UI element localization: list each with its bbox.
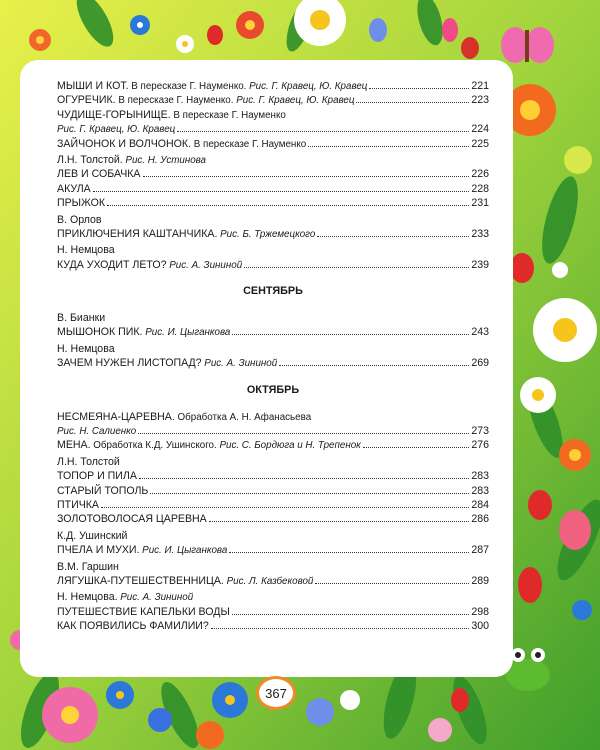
toc-entry [57,122,489,136]
entry-title-line [57,410,489,424]
butterfly-icon [501,27,554,63]
toc-entry [57,619,489,633]
entry-page: 228 [471,182,489,195]
dot-leader [232,614,469,615]
toc-entry [57,356,489,370]
entry-page: 273 [471,425,489,438]
author-illustrator: Рис. А. Зининой [117,592,194,604]
author-name: Л.Н. Толстой [57,455,120,468]
table-of-contents [57,79,489,634]
entry-page: 233 [471,227,489,240]
entry-text [57,93,354,108]
author-name: Л.Н. Толстой. [57,153,123,166]
entry-text [57,424,136,439]
entry-illustrator: Рис. И. Цыганкова [142,327,231,339]
entry-text [57,167,141,181]
author-name: Н. Немцова. [57,591,118,604]
entry-text [57,356,277,371]
dot-leader [93,191,470,192]
toc-entry [57,325,489,339]
entry-illustrator: Рис. Г. Кравец, Ю. Кравец [246,81,368,92]
dot-leader [279,365,469,366]
entry-page: 289 [471,574,489,587]
entry-note: В пересказе Г. Науменко. [115,95,234,107]
toc-entry [57,424,489,438]
author-line [57,311,489,325]
entry-page: 283 [471,484,489,497]
author-line [57,342,489,356]
entry-illustrator: Рис. Г. Кравец, Ю. Кравец [57,124,176,136]
dot-leader [363,447,470,448]
entry-note: В пересказе Г. Науменко [170,109,286,121]
toc-entry [57,469,489,483]
entry-text [57,325,230,340]
author-name: К.Д. Ушинский [57,529,128,542]
entry-title: НЕСМЕЯНА-ЦАРЕВНА. [57,410,175,423]
entry-note: Обработка А. Н. Афанасьева [174,411,312,423]
dot-leader [139,478,469,479]
entry-page: 225 [471,137,489,150]
entry-title: МЫШИ И КОТ. [57,80,129,92]
toc-entry [57,137,489,151]
entry-title: ОГУРЕЧИК. [57,94,116,107]
entry-page: 283 [471,470,489,483]
toc-entry [57,196,489,210]
author-name: Н. Немцова [57,342,115,355]
author-line [57,153,489,167]
entry-illustrator: Рис. А. Зининой [166,259,243,271]
entry-text [57,498,99,512]
entry-text [57,543,227,558]
author-name: В. Орлов [57,213,102,226]
entry-text [57,79,367,94]
entry-page: 269 [471,357,489,370]
entry-page: 224 [471,123,489,136]
entry-title: КАК ПОЯВИЛИСЬ ФАМИЛИИ? [57,620,209,633]
entry-illustrator: Рис. И. Цыганкова [139,545,228,557]
entry-text [57,484,148,498]
entry-title: ПУТЕШЕСТВИЕ КАПЕЛЬКИ ВОДЫ [57,605,230,618]
entry-note: Обработка К.Д. Ушинского. [90,440,217,452]
author-line [57,243,489,257]
entry-note: В пересказе Г. Науменко. [128,81,247,92]
dot-leader [138,433,469,434]
entry-illustrator: Рис. Н. Салиенко [57,426,137,438]
entry-illustrator: Рис. А. Зининой [201,358,278,370]
entry-title: ПРИКЛЮЧЕНИЯ КАШТАНЧИКА. [57,227,218,240]
entry-page: 287 [471,544,489,557]
entry-text [57,196,105,210]
toc-entry [57,438,489,452]
author-line [57,213,489,227]
entry-text [57,619,209,633]
toc-entry [57,574,489,588]
entry-page: 243 [471,326,489,339]
entry-text [57,227,315,242]
entry-text [57,258,242,273]
entry-page: 284 [471,498,489,511]
entry-title: ЧУДИЩЕ-ГОРЫНИЩЕ. [57,108,171,121]
entry-text [57,512,207,526]
dot-leader [107,205,469,206]
entry-illustrator: Рис. Л. Казбековой [223,575,314,587]
entry-title-line [57,108,489,122]
entry-title: ЛЕВ И СОБАЧКА [57,168,141,181]
dot-leader [211,628,469,629]
dot-leader [244,267,469,268]
dot-leader [209,521,470,522]
dot-leader [315,583,469,584]
entry-note: В пересказе Г. Науменко [191,138,307,150]
dot-leader [308,146,469,147]
entry-page: 226 [471,168,489,181]
entry-page: 300 [471,620,489,633]
dot-leader [229,552,469,553]
dot-leader [177,131,469,132]
entry-text [57,438,361,453]
entry-title: СТАРЫЙ ТОПОЛЬ [57,484,149,497]
toc-entry [57,512,489,526]
author-line [57,529,489,543]
entry-illustrator: Рис. Г. Кравец, Ю. Кравец [233,95,355,107]
author-line [57,590,489,604]
dot-leader [101,507,469,508]
entry-text [57,122,175,137]
entry-title: ЗАЧЕМ НУЖЕН ЛИСТОПАД? [57,357,202,370]
toc-entry [57,258,489,272]
entry-title: МЫШОНОК ПИК. [57,326,143,339]
entry-title: ЗОЛОТОВОЛОСАЯ ЦАРЕВНА [57,513,207,526]
entry-title: ЛЯГУШКА-ПУТЕШЕСТВЕННИЦА. [57,574,224,587]
toc-entry [57,498,489,512]
entry-page: 298 [471,605,489,618]
dot-leader [317,236,469,237]
author-illustrator: Рис. Н. Устинова [122,154,207,166]
author-line [57,560,489,574]
entry-illustrator: Рис. С. Бордюга и Н. Трепенок [216,440,361,452]
section-heading: СЕНТЯБРЬ [243,285,303,298]
author-name: В. Бианки [57,312,106,325]
toc-entry [57,167,489,181]
entry-title: ПЧЕЛА И МУХИ. [57,544,140,557]
entry-title: ТОПОР И ПИЛА [57,470,137,483]
dot-leader [356,102,469,103]
toc-entry [57,227,489,241]
entry-text [57,182,91,196]
dot-leader [232,334,469,335]
entry-text [57,469,137,483]
toc-entry [57,182,489,196]
entry-page: 231 [471,197,489,210]
toc-entry [57,543,489,557]
entry-title: КУДА УХОДИТ ЛЕТО? [57,258,167,271]
entry-page: 276 [471,439,489,452]
author-name: В.М. Гаршин [57,560,119,573]
dot-leader [143,176,470,177]
entry-page: 286 [471,513,489,526]
entry-title: МЕНА. [57,439,91,452]
dot-leader [369,88,469,89]
entry-title: АКУЛА [57,182,91,195]
entry-page: 221 [471,80,489,92]
entry-title: ПТИЧКА [57,498,99,511]
entry-page: 239 [471,258,489,271]
entry-title: ПРЫЖОК [57,197,106,210]
entry-title: ЗАЙЧОНОК И ВОЛЧОНОК. [57,137,192,150]
entry-text [57,137,306,152]
toc-entry [57,484,489,498]
toc-entry [57,605,489,619]
page-number: 367 [256,676,296,710]
author-line [57,455,489,469]
section-heading: ОКТЯБРЬ [246,383,300,396]
entry-illustrator: Рис. Б. Тржемецкого [217,228,316,240]
toc-entry [57,79,489,93]
author-name: Н. Немцова [57,244,115,257]
toc-entry [57,93,489,107]
entry-text [57,605,230,619]
entry-text [57,574,313,589]
dot-leader [150,493,469,494]
entry-page: 223 [471,94,489,107]
